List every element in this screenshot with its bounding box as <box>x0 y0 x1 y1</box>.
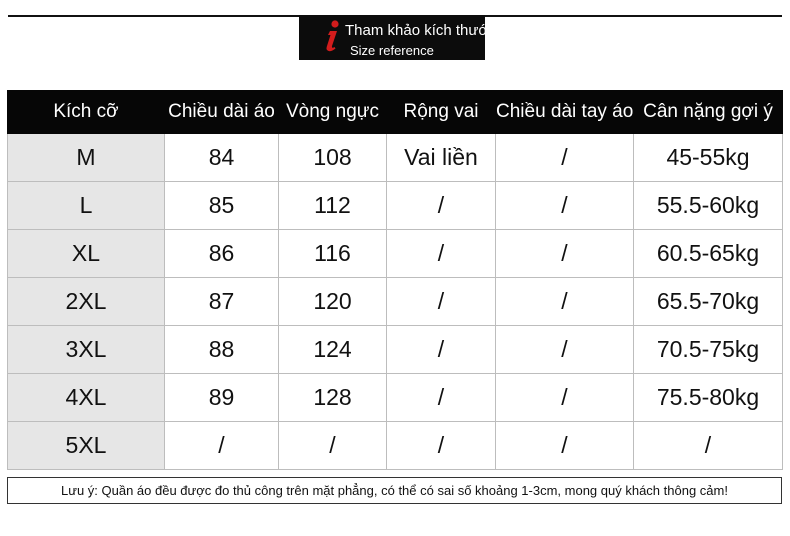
chest-cell: 124 <box>279 326 387 374</box>
weight-cell: 45-55kg <box>634 134 783 182</box>
length-cell: / <box>165 422 279 470</box>
shoulder-cell: / <box>387 278 496 326</box>
table-row <box>8 182 783 230</box>
title-vietnamese: Tham khảo kích thước <box>345 22 496 39</box>
sleeve-cell: / <box>496 326 634 374</box>
sleeve-cell: / <box>496 230 634 278</box>
shoulder-cell: / <box>387 230 496 278</box>
length-cell: 84 <box>165 134 279 182</box>
sleeve-cell: / <box>496 134 634 182</box>
chest-cell: 120 <box>279 278 387 326</box>
measurement-note: Lưu ý: Quần áo đều được đo thủ công trên mặt phẳng, có thể có sai số khoảng 1-3cm, mong quý khách thông cảm! <box>7 477 782 504</box>
chest-cell: 112 <box>279 182 387 230</box>
table-row <box>8 326 783 374</box>
title-english: Size reference <box>350 43 434 58</box>
weight-cell: 70.5-75kg <box>634 326 783 374</box>
size-cell: 5XL <box>8 422 165 470</box>
shoulder-cell: / <box>387 182 496 230</box>
chest-cell: / <box>279 422 387 470</box>
size-cell: 2XL <box>8 278 165 326</box>
length-cell: 88 <box>165 326 279 374</box>
length-cell: 87 <box>165 278 279 326</box>
size-cell: M <box>8 134 165 182</box>
size-cell: XL <box>8 230 165 278</box>
table-row <box>8 278 783 326</box>
size-cell: 4XL <box>8 374 165 422</box>
shoulder-cell: / <box>387 326 496 374</box>
sleeve-cell: / <box>496 278 634 326</box>
table-row <box>8 134 783 182</box>
table-header-row <box>8 91 783 134</box>
chest-cell: 116 <box>279 230 387 278</box>
weight-cell: / <box>634 422 783 470</box>
chest-cell: 128 <box>279 374 387 422</box>
column-header-weight: Cân nặng gợi ý <box>634 91 783 134</box>
column-header-sleeve: Chiều dài tay áo <box>496 91 634 134</box>
weight-cell: 60.5-65kg <box>634 230 783 278</box>
size-cell: 3XL <box>8 326 165 374</box>
weight-cell: 65.5-70kg <box>634 278 783 326</box>
shoulder-cell: / <box>387 374 496 422</box>
chest-cell: 108 <box>279 134 387 182</box>
shoulder-cell: / <box>387 422 496 470</box>
length-cell: 89 <box>165 374 279 422</box>
shoulder-cell: Vai liền <box>387 134 496 182</box>
size-chart-table <box>7 90 783 470</box>
sleeve-cell: / <box>496 182 634 230</box>
column-header-chest: Vòng ngực <box>279 91 387 134</box>
info-i-icon <box>322 19 342 53</box>
length-cell: 85 <box>165 182 279 230</box>
sleeve-cell: / <box>496 374 634 422</box>
column-header-size: Kích cỡ <box>8 91 165 134</box>
weight-cell: 55.5-60kg <box>634 182 783 230</box>
column-header-shoulder: Rộng vai <box>387 91 496 134</box>
table-row <box>8 374 783 422</box>
table-row <box>8 230 783 278</box>
table-row <box>8 422 783 470</box>
length-cell: 86 <box>165 230 279 278</box>
size-cell: L <box>8 182 165 230</box>
weight-cell: 75.5-80kg <box>634 374 783 422</box>
column-header-length: Chiều dài áo <box>165 91 279 134</box>
sleeve-cell: / <box>496 422 634 470</box>
